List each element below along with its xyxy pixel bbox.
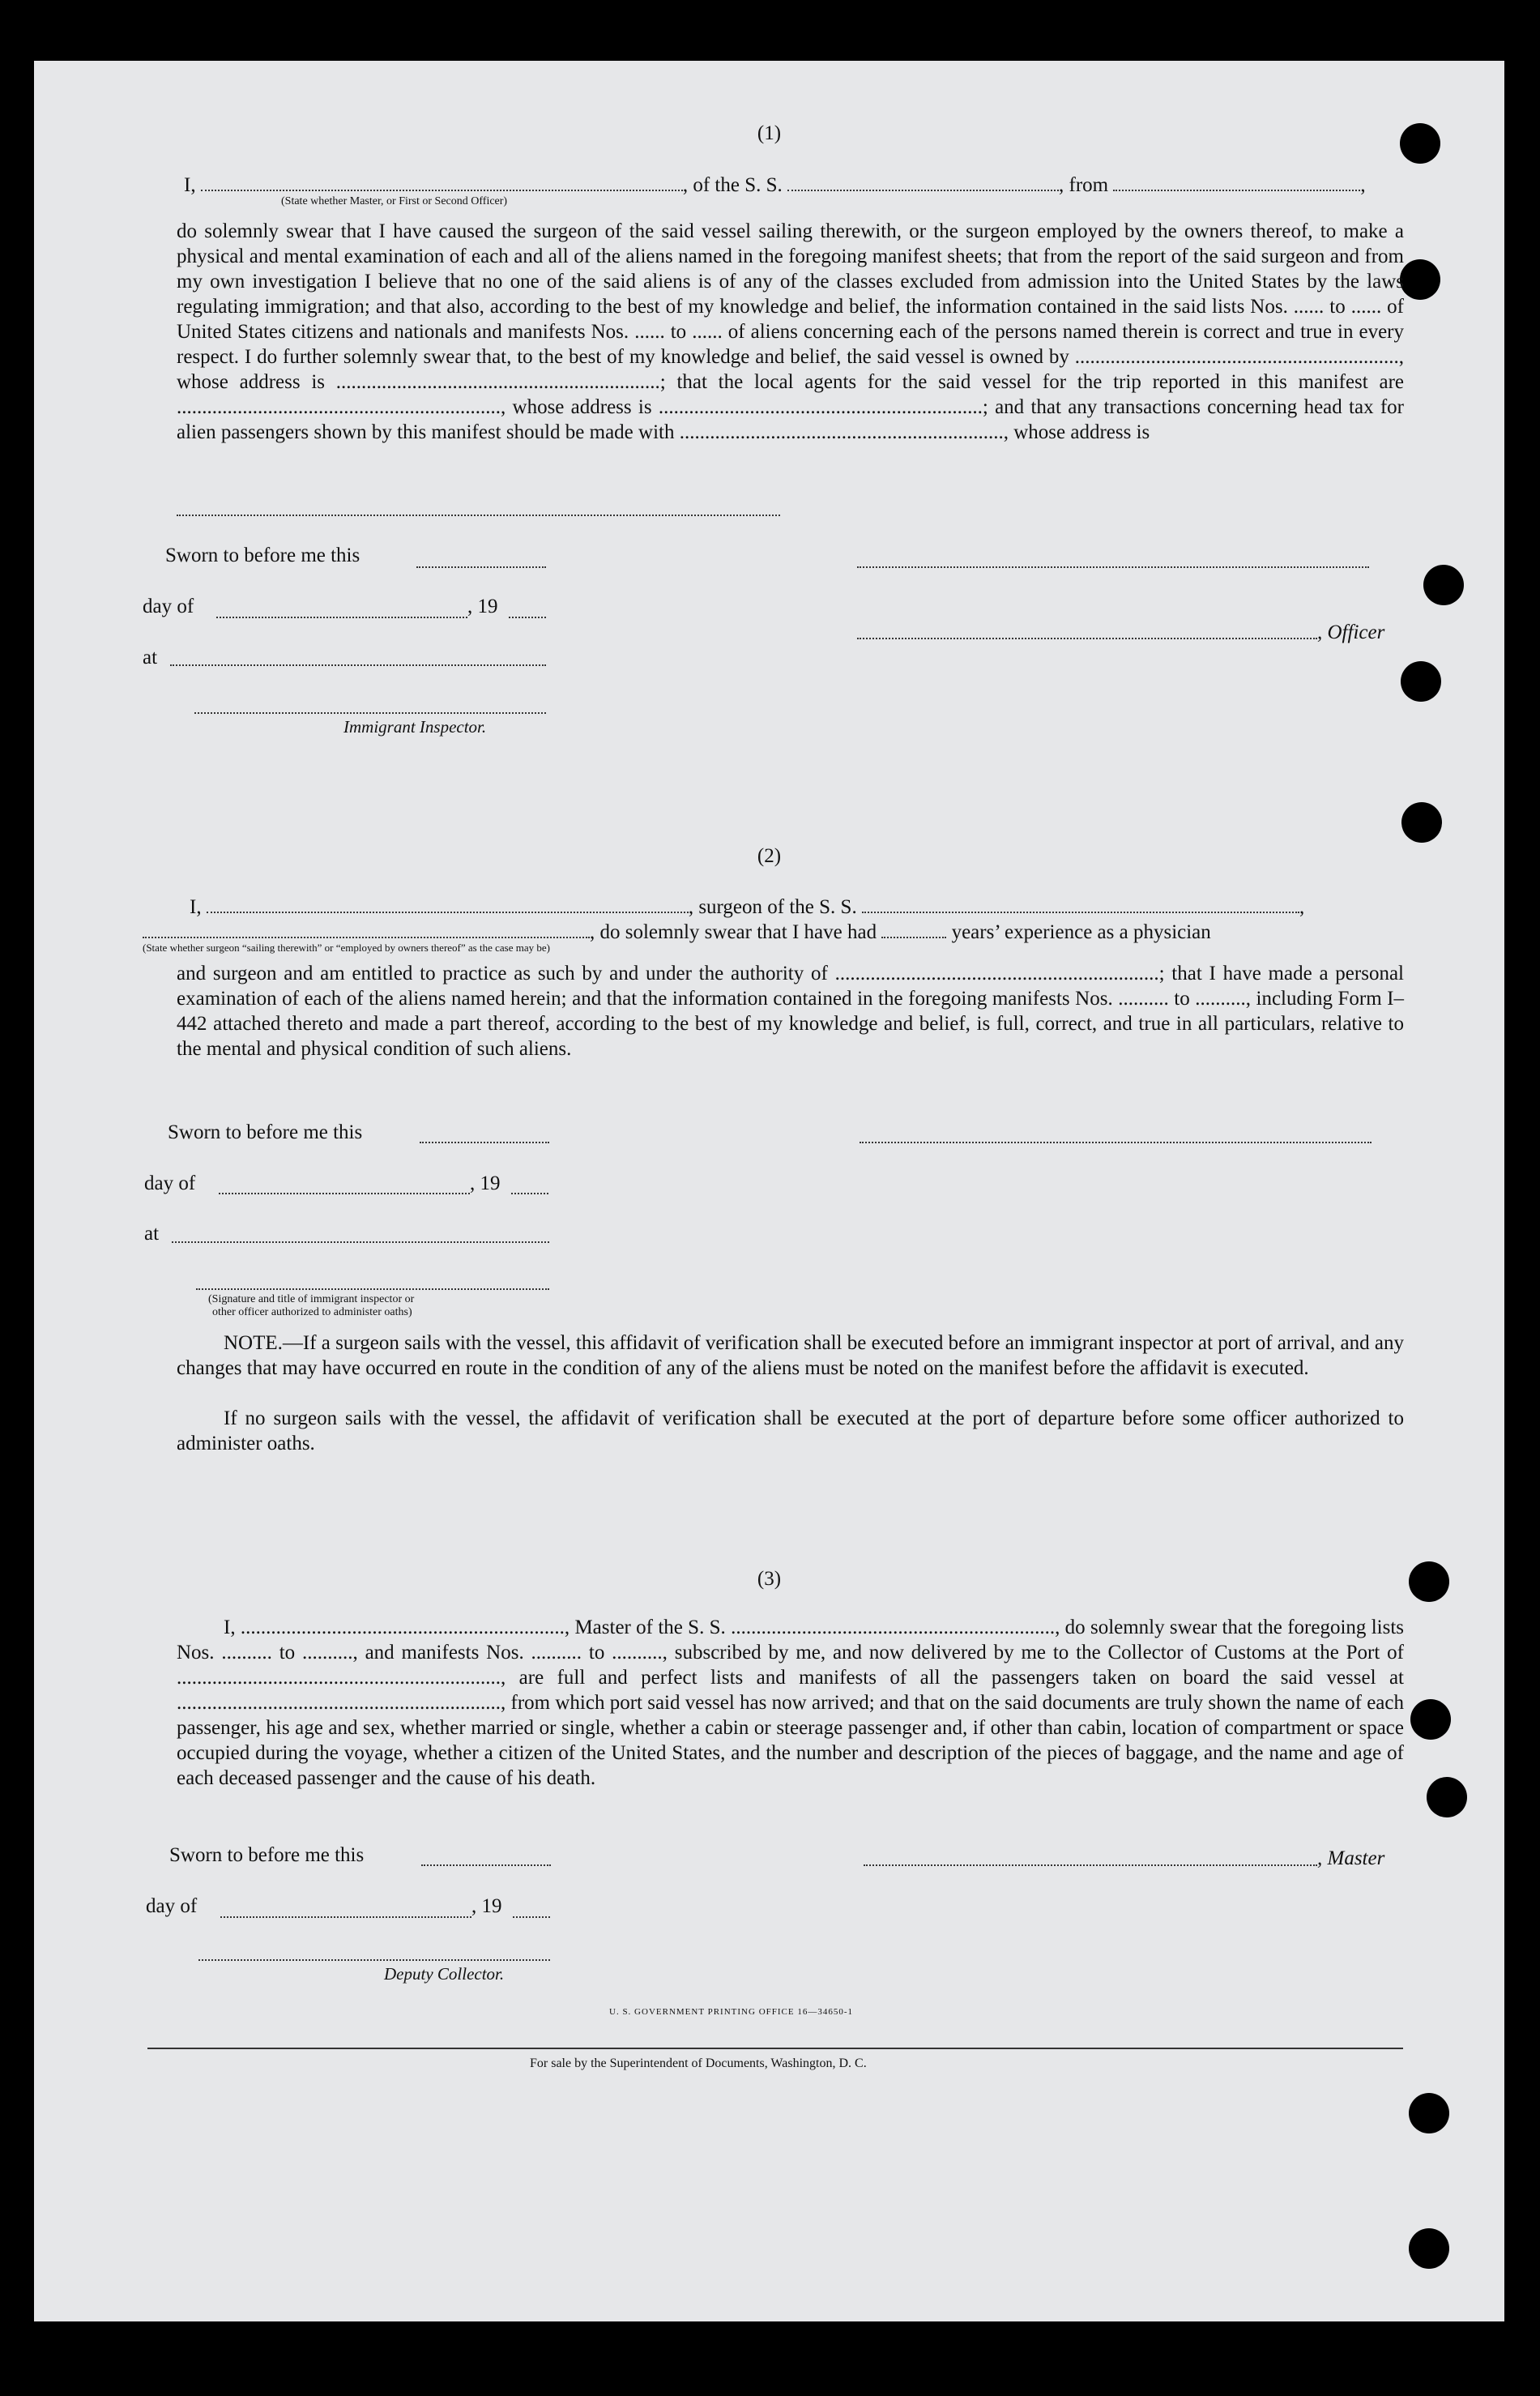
punch-hole [1401,802,1442,843]
section-2-body: and surgeon and am entitled to practice as such by and under the authority of ................................................................; that I have made a personal examination of each of the aliens named herein; and that the information contained in the foregoing manifests Nos. .......... to .........., including Form I–442 attached thereto and made a part thereof, according to the best of my knowledge and belief, is full, correct, and true in all particulars, relative to the mental and physical condition of such aliens. [177,963,1404,1060]
punch-hole [1427,1777,1467,1817]
master-label: , Master [1317,1847,1385,1869]
year-label: , 19 [471,1895,502,1917]
punch-hole [1410,1699,1451,1740]
section-2-line2 [143,919,1211,944]
text: I, [184,174,196,196]
signature-line[interactable] [857,566,1369,568]
inspector-label: Immigrant Inspector. [343,717,487,737]
text: years’ experience as a physician [951,921,1211,943]
punch-hole [1409,2228,1449,2269]
sworn-label: Sworn to before me this [169,1844,365,1866]
section-1-line1: I, , of the S. S. , from , [184,172,1366,197]
at-label: at [144,1223,160,1245]
officer-label: , Officer [1317,621,1385,643]
surgeon-name-field[interactable] [207,894,689,913]
note-surgeon-sails: NOTE.—If a surgeon sails with the vessel, this affidavit of verification shall be executed before an immigrant inspector at port of arrival, and any changes that may have occurred en route in the condition of any of the aliens must be noted on the manifest before the affidavit is executed. [177,1332,1404,1379]
at-field[interactable] [172,1241,549,1243]
punch-hole [1401,661,1441,702]
day-of-label: day of [143,596,194,617]
section-3-body: I, ................................................................, Master of the S. S. ................................................................, do solemnly swear that the foregoing lists Nos. .......... to .........., and manifests Nos. .......... to .........., subscribed by me, and now delivered by me to the Collector of Customs at the Port of ................................................................, are full and perfect lists and manifests of all the passengers taken on board the said vessel at ................................................................, from which port said vessel has now arrived; and that on the said documents are truly shown the name of each passenger, his age and sex, whether married or single, whether a cabin or steerage passenger and, if other than cabin, location of compartment or space occupied during the voyage, whether a citizen of the United States, and the number and description of the pieces of baggage, and the name and age of each deceased passenger and the cause of his death. [177,1617,1404,1789]
text: , do solemnly swear that I have had [590,921,877,943]
note-no-surgeon: If no surgeon sails with the vessel, the affidavit of verification shall be executed at the port of departure before some officer authorized to administer oaths. [177,1407,1404,1454]
years-field[interactable] [881,919,946,938]
year-field[interactable] [511,1193,548,1194]
section-1-body: do solemnly swear that I have caused the surgeon of the said vessel sailing therewith, or the surgeon employed by the owners thereof, to make a physical and mental examination of each and all of the aliens named in the foregoing manifest sheets; that from the report of the said surgeon and from my own investigation I believe that no one of the said aliens is of any of the classes excluded from admission into the United States by the laws regulating immigration; and that also, according to the best of my knowledge and belief, the information contained in the said lists Nos. ...... to ...... of United States citizens and nationals and manifests Nos. ...... to ...... of aliens concerning each of the persons named therein is correct and true in every respect. I do further solemnly swear that, to the best of my knowledge and belief, the said vessel is owned by ................................................................, whose address is ................................................................; that the local agents for the said vessel for the trip reported in this manifest are ................................................................, whose address is ................................................................; and that any transactions concerning head tax for alien passengers shown by this manifest should be made with ................................................................, whose address is [177,220,1404,443]
day-of-label: day of [144,1172,196,1194]
sworn-label: Sworn to before me this [168,1121,363,1143]
section-2-number: (2) [757,845,782,867]
day-field[interactable] [216,617,467,618]
master-signature-line[interactable] [864,1864,1317,1866]
rank-field[interactable] [201,172,683,191]
ship-name-field[interactable] [787,172,1059,191]
officer-line[interactable] [857,638,1317,639]
surgeon-caption: (State whether surgeon “sailing therewith” or “employed by owners thereof” as the case may be) [143,942,550,954]
day-field[interactable] [220,1916,471,1918]
printing-office: U. S. GOVERNMENT PRINTING OFFICE 16—34650-1 [609,2007,854,2017]
text: I, [190,896,202,918]
punch-hole [1423,565,1464,605]
year-label: , 19 [470,1172,501,1194]
rank-caption: (State whether Master, or First or Second Officer) [281,195,508,207]
authorized-officer-line[interactable] [196,1288,549,1290]
collector-label: Deputy Collector. [384,1964,505,1984]
sale-notice: For sale by the Superintendent of Documents, Washington, D. C. [530,2056,867,2070]
footer-rule [147,2048,1403,2049]
text: , from [1059,174,1109,196]
sworn-date-field[interactable] [416,566,546,568]
punch-hole [1409,2093,1449,2133]
sworn-label: Sworn to before me this [165,545,360,566]
section-2-line1: I, , surgeon of the S. S. , [190,894,1304,919]
year-field[interactable] [513,1916,550,1918]
surgeon-status-field[interactable] [143,919,590,938]
at-label: at [143,647,158,668]
ship-name-field[interactable] [862,894,1299,913]
day-field[interactable] [219,1193,470,1194]
inspector-line[interactable] [194,712,546,714]
year-field[interactable] [509,617,546,618]
officer-caption-1: (Signature and title of immigrant inspector or [208,1293,415,1305]
from-port-field[interactable] [1113,172,1360,191]
text: , of the S. S. [682,174,783,196]
signature-line[interactable] [860,1142,1371,1143]
section-1-number: (1) [757,122,782,144]
year-label: , 19 [467,596,498,617]
address-line [177,515,780,516]
day-of-label: day of [146,1895,198,1917]
sworn-date-field[interactable] [420,1142,549,1143]
at-field[interactable] [170,664,546,666]
collector-line[interactable] [198,1959,550,1961]
form-sheet [34,61,1504,2321]
officer-caption-2: other officer authorized to administer oaths) [212,1306,412,1318]
section-3-number: (3) [757,1568,782,1590]
sworn-date-field[interactable] [421,1864,551,1866]
text: , surgeon of the S. S. [688,896,857,918]
punch-hole [1400,259,1440,300]
